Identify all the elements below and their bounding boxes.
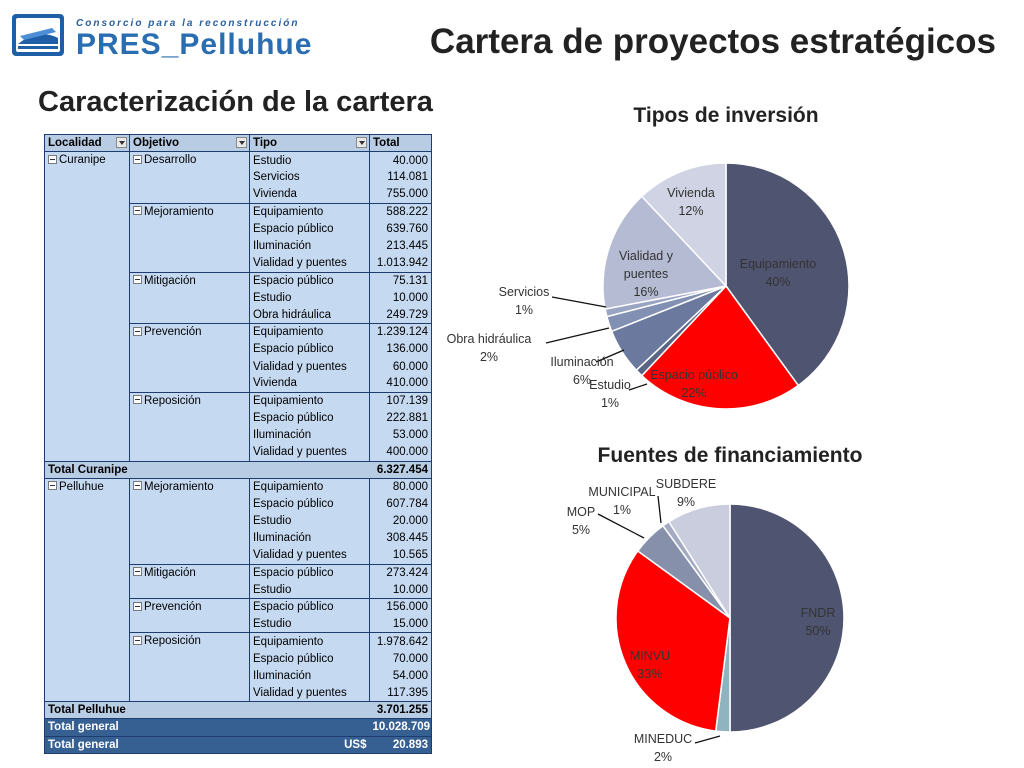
objective-cell[interactable] xyxy=(130,599,250,633)
logo-tagline: Consorcio para la reconstrucción xyxy=(76,18,300,29)
grand-total-usd-value: 20.893 xyxy=(370,736,432,753)
chart-title: Fuentes de financiamiento xyxy=(597,444,863,467)
slice-label: Iluminación xyxy=(550,355,614,369)
grand-total-row xyxy=(45,719,432,736)
type-cell: Estudio xyxy=(250,289,370,306)
type-cell: Vialidad y puentes xyxy=(250,547,370,564)
slice-label: MINEDUC xyxy=(633,732,693,746)
locality-label: Curanipe xyxy=(59,154,106,167)
total-cell: 40.000 xyxy=(370,152,432,169)
slice-label: MOP xyxy=(566,505,596,519)
grand-total-usd-cell xyxy=(45,736,370,753)
logo-icon xyxy=(12,14,64,56)
total-cell: 15.000 xyxy=(370,616,432,633)
total-cell: 213.445 xyxy=(370,238,432,255)
slice-label: FNDR xyxy=(800,606,836,620)
total-cell: 136.000 xyxy=(370,341,432,358)
type-cell: Vivienda xyxy=(250,375,370,392)
type-cell: Servicios xyxy=(250,169,370,186)
table-row xyxy=(45,152,432,169)
total-cell: 70.000 xyxy=(370,650,432,667)
objective-label: Prevención xyxy=(144,601,202,614)
type-cell: Iluminación xyxy=(250,667,370,684)
objective-label: Prevención xyxy=(144,326,202,339)
collapse-icon[interactable] xyxy=(48,155,57,164)
total-cell: 156.000 xyxy=(370,599,432,616)
slice-label: Vialidad y xyxy=(619,249,673,263)
type-cell: Equipamiento xyxy=(250,478,370,495)
column-header-label: Tipo xyxy=(253,137,278,150)
total-cell: 410.000 xyxy=(370,375,432,392)
subtotal-value: 3.701.255 xyxy=(370,702,432,719)
total-cell: 1.013.942 xyxy=(370,255,432,272)
type-cell: Iluminación xyxy=(250,238,370,255)
slice-label: Estudio xyxy=(589,378,631,392)
slice-percent: 50% xyxy=(805,624,831,638)
subtotal-value: 6.327.454 xyxy=(370,461,432,478)
total-cell: 249.729 xyxy=(370,306,432,323)
total-cell: 308.445 xyxy=(370,530,432,547)
slice-label: Obra hidráulica xyxy=(446,332,532,346)
slice-label: Servicios xyxy=(498,285,550,299)
total-cell: 10.000 xyxy=(370,581,432,598)
table-row xyxy=(45,478,432,495)
total-cell: 639.760 xyxy=(370,220,432,237)
collapse-icon[interactable] xyxy=(133,275,142,284)
slice-percent: 33% xyxy=(637,667,663,681)
column-header-objetivo[interactable] xyxy=(130,135,250,152)
type-cell: Equipamiento xyxy=(250,392,370,409)
slice-percent: 22% xyxy=(681,386,707,400)
slice-label: MUNICIPAL xyxy=(588,485,656,499)
subtotal-label: Total Pelluhue xyxy=(45,702,370,719)
collapse-icon[interactable] xyxy=(133,155,142,164)
type-cell: Espacio público xyxy=(250,220,370,237)
type-cell: Estudio xyxy=(250,616,370,633)
collapse-icon[interactable] xyxy=(48,481,57,490)
total-cell: 755.000 xyxy=(370,186,432,203)
charts-area xyxy=(440,92,1024,768)
collapse-icon[interactable] xyxy=(133,395,142,404)
collapse-icon[interactable] xyxy=(133,481,142,490)
type-cell: Espacio público xyxy=(250,495,370,512)
leader-line xyxy=(658,496,661,523)
objective-cell[interactable] xyxy=(130,203,250,272)
subtotal-row xyxy=(45,702,432,719)
slice-label: Equipamiento xyxy=(739,257,817,271)
total-cell: 60.000 xyxy=(370,358,432,375)
objective-label: Mitigación xyxy=(144,274,196,287)
total-cell: 75.131 xyxy=(370,272,432,289)
filter-dropdown-icon[interactable] xyxy=(236,137,247,148)
column-header-label: Total xyxy=(373,137,400,150)
locality-cell[interactable] xyxy=(45,152,130,461)
type-cell: Estudio xyxy=(250,513,370,530)
total-cell: 273.424 xyxy=(370,564,432,581)
slice-percent: 2% xyxy=(479,350,499,364)
objective-label: Desarrollo xyxy=(144,154,197,167)
leader-line xyxy=(598,514,644,538)
type-cell: Vialidad y puentes xyxy=(250,444,370,461)
total-cell: 10.565 xyxy=(370,547,432,564)
slice-percent: 1% xyxy=(612,503,632,517)
total-cell: 607.784 xyxy=(370,495,432,512)
type-cell: Espacio público xyxy=(250,341,370,358)
section-title: Caracterización de la cartera xyxy=(38,86,433,118)
chart-title: Tipos de inversión xyxy=(633,104,819,127)
type-cell: Obra hidráulica xyxy=(250,306,370,323)
slice-percent: 6% xyxy=(572,373,592,387)
pivot-header-row xyxy=(45,135,432,152)
total-cell: 53.000 xyxy=(370,427,432,444)
total-cell: 10.000 xyxy=(370,289,432,306)
total-cell: 54.000 xyxy=(370,667,432,684)
objective-cell[interactable] xyxy=(130,564,250,598)
total-cell: 114.081 xyxy=(370,169,432,186)
type-cell: Espacio público xyxy=(250,272,370,289)
logo xyxy=(12,8,313,63)
type-cell: Equipamiento xyxy=(250,633,370,650)
filter-dropdown-icon[interactable] xyxy=(116,137,127,148)
objective-cell[interactable] xyxy=(130,324,250,393)
slice-percent: 5% xyxy=(571,523,591,537)
column-header-tipo[interactable] xyxy=(250,135,370,152)
page-title: Cartera de proyectos estratégicos xyxy=(429,22,996,61)
objective-cell[interactable] xyxy=(130,633,250,702)
type-cell: Vialidad y puentes xyxy=(250,685,370,702)
subtotal-row xyxy=(45,461,432,478)
slice-percent: 40% xyxy=(765,275,791,289)
type-cell: Vialidad y puentes xyxy=(250,358,370,375)
objective-label: Mejoramiento xyxy=(144,480,214,493)
locality-cell[interactable] xyxy=(45,478,130,701)
objective-cell[interactable] xyxy=(130,478,250,564)
grand-total-label: Total general xyxy=(45,719,370,736)
slice-percent: 9% xyxy=(676,495,696,509)
logo-name: PRES_Pelluhue xyxy=(76,28,313,61)
slice-label: SUBDERE xyxy=(655,477,717,491)
total-cell: 222.881 xyxy=(370,410,432,427)
grand-total-value: 10.028.709 xyxy=(370,719,432,736)
slice-percent: 1% xyxy=(514,303,534,317)
slice-percent: 16% xyxy=(633,285,659,299)
collapse-icon[interactable] xyxy=(133,636,142,645)
type-cell: Equipamiento xyxy=(250,324,370,341)
leader-line xyxy=(695,736,720,743)
slice-percent: 1% xyxy=(600,396,620,410)
total-cell: 400.000 xyxy=(370,444,432,461)
objective-cell[interactable] xyxy=(130,152,250,204)
collapse-icon[interactable] xyxy=(133,206,142,215)
total-cell: 1.239.124 xyxy=(370,324,432,341)
type-cell: Estudio xyxy=(250,152,370,169)
objective-label: Reposición xyxy=(144,394,201,407)
objective-label: Mitigación xyxy=(144,566,196,579)
leader-line xyxy=(629,384,647,390)
slice-label: Vivienda xyxy=(667,186,715,200)
locality-label: Pelluhue xyxy=(59,480,104,493)
slice-label: puentes xyxy=(623,267,669,281)
subtotal-label: Total Curanipe xyxy=(45,461,370,478)
type-cell: Espacio público xyxy=(250,564,370,581)
slice-label: MINVU xyxy=(629,649,671,663)
column-header-total xyxy=(370,135,432,152)
type-cell: Espacio público xyxy=(250,410,370,427)
slice-label: Espacio público xyxy=(650,368,738,382)
column-header-localidad[interactable] xyxy=(45,135,130,152)
type-cell: Iluminación xyxy=(250,530,370,547)
objective-label: Reposición xyxy=(144,635,201,648)
collapse-icon[interactable] xyxy=(133,602,142,611)
total-cell: 588.222 xyxy=(370,203,432,220)
total-cell: 80.000 xyxy=(370,478,432,495)
slice-percent: 12% xyxy=(678,204,704,218)
total-cell: 107.139 xyxy=(370,392,432,409)
objective-cell[interactable] xyxy=(130,272,250,324)
grand-total-usd-row xyxy=(45,736,432,753)
pivot-table xyxy=(44,134,432,754)
currency-unit: US$ xyxy=(344,738,367,751)
column-header-label: Localidad xyxy=(48,137,102,150)
type-cell: Espacio público xyxy=(250,599,370,616)
type-cell: Equipamiento xyxy=(250,203,370,220)
type-cell: Estudio xyxy=(250,581,370,598)
column-header-label: Objetivo xyxy=(133,137,180,150)
type-cell: Espacio público xyxy=(250,650,370,667)
type-cell: Vivienda xyxy=(250,186,370,203)
type-cell: Vialidad y puentes xyxy=(250,255,370,272)
total-cell: 1.978.642 xyxy=(370,633,432,650)
leader-line xyxy=(546,328,609,343)
grand-total-usd-label: Total general xyxy=(48,738,119,751)
objective-label: Mejoramiento xyxy=(144,205,214,218)
collapse-icon[interactable] xyxy=(133,567,142,576)
filter-dropdown-icon[interactable] xyxy=(356,137,367,148)
total-cell: 117.395 xyxy=(370,685,432,702)
collapse-icon[interactable] xyxy=(133,327,142,336)
slice-percent: 2% xyxy=(653,750,673,764)
type-cell: Iluminación xyxy=(250,427,370,444)
objective-cell[interactable] xyxy=(130,392,250,461)
total-cell: 20.000 xyxy=(370,513,432,530)
leader-line xyxy=(552,297,606,307)
